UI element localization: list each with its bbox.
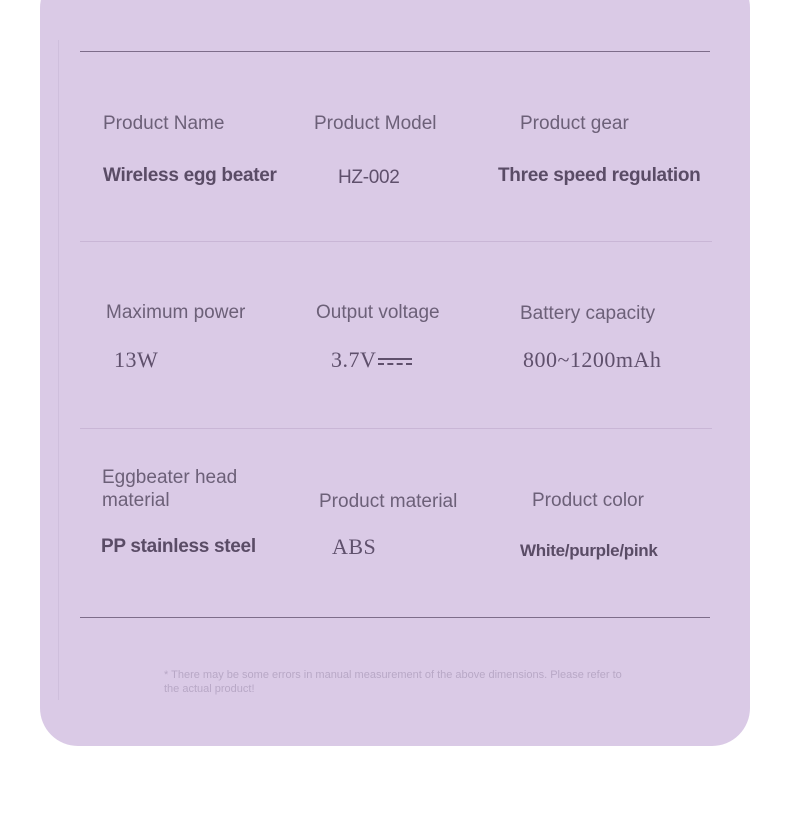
product-model-value: HZ-002: [338, 167, 400, 188]
product-material-value: ABS: [332, 534, 377, 559]
row-divider-2: [80, 428, 712, 429]
product-gear-label: Product gear: [520, 113, 629, 134]
product-model-label: Product Model: [314, 113, 437, 134]
product-name-value: Wireless egg beater: [103, 165, 277, 186]
dc-current-icon: [378, 357, 412, 367]
product-name-label: Product Name: [103, 113, 225, 134]
row-divider-1: [80, 241, 712, 242]
maximum-power-label: Maximum power: [106, 302, 246, 323]
product-material-label: Product material: [319, 491, 458, 512]
product-gear-value: Three speed regulation: [498, 165, 701, 186]
product-color-label: Product color: [532, 490, 644, 511]
top-divider: [80, 51, 710, 52]
measurement-disclaimer: * There may be some errors in manual measurement of the above dimensions. Please refer to the actual product!: [164, 669, 622, 695]
battery-capacity-value: 800~1200mAh: [523, 347, 662, 372]
product-color-value: White/purple/pink: [520, 541, 658, 560]
output-voltage-label: Output voltage: [316, 302, 440, 323]
eggbeater-head-material-label: Eggbeater head material: [102, 467, 238, 511]
eggbeater-head-material-value: PP stainless steel: [101, 536, 256, 557]
maximum-power-value: 13W: [114, 347, 159, 372]
battery-capacity-label: Battery capacity: [520, 303, 656, 324]
left-guide-line: [58, 40, 59, 700]
output-voltage-text: 3.7V: [331, 347, 377, 372]
output-voltage-value: [331, 347, 412, 373]
bottom-divider: [80, 617, 710, 618]
